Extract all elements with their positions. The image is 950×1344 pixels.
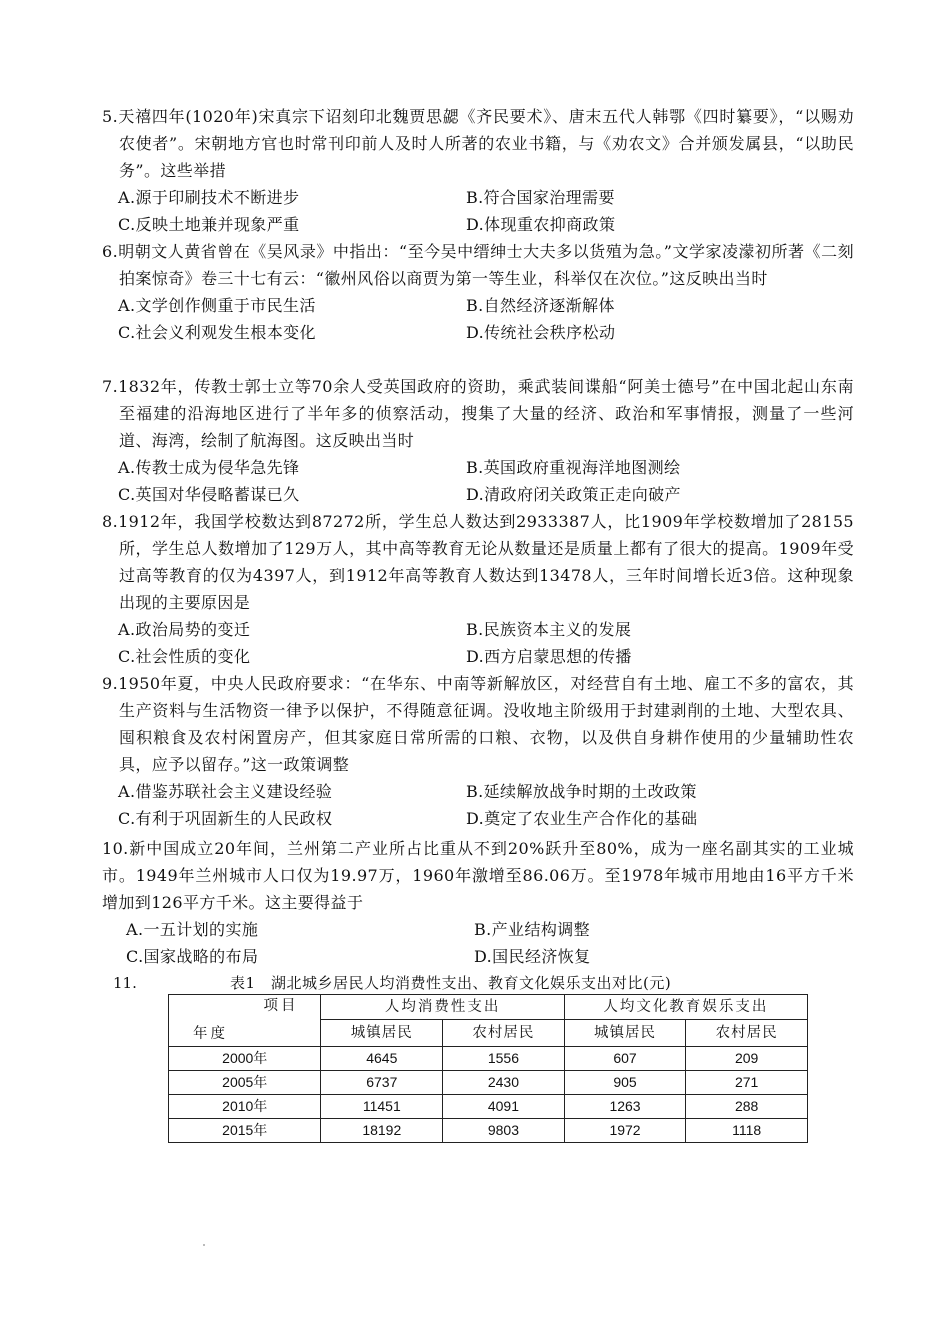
option-b[interactable]: B.符合国家治理需要 [466,188,615,207]
question-5 [102,103,854,238]
value-cell: 18192 [321,1119,443,1143]
value-cell: 209 [686,1047,808,1071]
value-cell: 1972 [564,1119,686,1143]
option-d[interactable]: D.奠定了农业生产合作化的基础 [466,809,698,828]
question-stem: 1832年，传教士郭士立等70余人受英国政府的资助，乘武装间谍船“阿美士德号”在中国北起山东南至福建的沿海地区进行了半年多的侦察活动，搜集了大量的经济、政治和军事情报，测量了一些河道、海湾，绘制了航海图。这反映出当时 [118,377,854,450]
value-cell: 1263 [564,1095,686,1119]
question-number: 7. [102,377,119,396]
table-row [169,1095,808,1119]
option-a[interactable]: A.传教士成为侵华急先锋 [118,458,300,477]
question-stem: 1912年，我国学校数达到87272所，学生总人数达到2933387人，比1909年学校数增加了28155所，学生总人数增加了129万人，其中高等教育无论从数量还是质量上都有了很大的提高。1909年受过高等教育的仅为4397人，到1912年高等教育人数达到13478人，三年时间增长近3倍。这种现象出现的主要原因是 [118,512,854,612]
question-9 [102,670,854,832]
table-header-row [169,995,808,1020]
corner-year-label: 年度 [193,1026,228,1042]
question-stem: 1950年夏，中央人民政府要求：“在华东、中南等新解放区，对经营自有土地、雇工不多的富农，其生产资料与生活物资一律予以保护，不得随意征调。没收地主阶级用于封建剥削的土地、大型农具、囤积粮食及农村闲置房产，但其家庭日常所需的口粮、衣物，以及供自身耕作使用的少量辅助性农具，应予以留存。”这一政策调整 [118,674,854,774]
option-d[interactable]: D.传统社会秩序松动 [466,323,616,342]
option-a[interactable]: A.借鉴苏联社会主义建设经验 [118,782,333,801]
group-header-culture-education: 人均文化教育娱乐支出 [564,995,807,1020]
value-cell: 607 [564,1047,686,1071]
question-11 [102,972,822,1138]
year-cell: 2015年 [169,1119,321,1143]
value-cell: 4645 [321,1047,443,1071]
question-number: 11. [113,974,137,992]
option-a[interactable]: A.文学创作侧重于市民生活 [118,296,316,315]
option-d[interactable]: D.体现重农抑商政策 [466,215,616,234]
question-number: 5. [102,107,119,126]
option-a[interactable]: A.一五计划的实施 [126,920,259,939]
year-cell: 2000年 [169,1047,321,1071]
value-cell: 11451 [321,1095,443,1119]
value-cell: 2430 [443,1071,565,1095]
option-c[interactable]: C.国家战略的布局 [126,947,259,966]
subheader-rural: 农村居民 [443,1020,565,1047]
question-number: 10. [102,839,129,858]
value-cell: 905 [564,1071,686,1095]
value-cell: 6737 [321,1071,443,1095]
option-b[interactable]: B.产业结构调整 [474,920,591,939]
value-cell: 4091 [443,1095,565,1119]
option-a[interactable]: A.政治局势的变迁 [118,620,251,639]
value-cell: 9803 [443,1119,565,1143]
option-a[interactable]: A.源于印刷技术不断进步 [118,188,300,207]
option-b[interactable]: B.民族资本主义的发展 [466,620,632,639]
options [102,454,854,508]
option-d[interactable]: D.清政府闭关政策正走向破产 [466,485,681,504]
data-table [168,994,808,1143]
table-corner-cell [169,995,321,1047]
question-6 [102,238,854,346]
question-number: 8. [102,512,119,531]
options [102,184,854,238]
question-7 [102,373,854,508]
corner-item-label: 项目 [263,998,299,1014]
option-c[interactable]: C.社会义利观发生根本变化 [118,323,316,342]
options [102,916,854,970]
question-stem: 天禧四年(1020年)宋真宗下诏刻印北魏贾思勰《齐民要术》、唐末五代人韩鄂《四时纂要》，“以赐劝农使者”。宋朝地方官也时常刊印前人及时人所著的农业书籍，与《劝农文》合并颁发属县，“以助民务”。这些举措 [118,107,854,180]
table-row [169,1119,808,1143]
value-cell: 1556 [443,1047,565,1071]
table-row [169,1047,808,1071]
options [102,616,854,670]
year-cell: 2010年 [169,1095,321,1119]
option-c[interactable]: C.有利于巩固新生的人民政权 [118,809,333,828]
option-c[interactable]: C.社会性质的变化 [118,647,251,666]
year-cell: 2005年 [169,1071,321,1095]
option-b[interactable]: B.自然经济逐渐解体 [466,296,615,315]
option-d[interactable]: D.西方启蒙思想的传播 [466,647,632,666]
option-b[interactable]: B.英国政府重视海洋地图测绘 [466,458,681,477]
options [102,778,854,832]
option-c[interactable]: C.英国对华侵略蓄谋已久 [118,485,300,504]
option-d[interactable]: D.国民经济恢复 [474,947,591,966]
value-cell: 288 [686,1095,808,1119]
table-caption: 表1 湖北城乡居民人均消费性支出、教育文化娱乐支出对比(元) [230,974,672,992]
scan-speck [203,1244,205,1246]
value-cell: 1118 [686,1119,808,1143]
question-stem: 新中国成立20年间，兰州第二产业所占比重从不到20%跃升至80%，成为一座名副其实的工业城市。1949年兰州城市人口仅为19.97万，1960年激增至86.06万。至1978年城市用地由16平方千米增加到126平方千米。这主要得益于 [102,839,854,912]
question-number: 6. [102,242,119,261]
question-stem: 明朝文人黄省曾在《吴风录》中指出：“至今吴中缙绅士大夫多以货殖为急。”文学家凌濛初所著《二刻拍案惊奇》卷三十七有云：“徽州风俗以商贾为第一等生业，科举仅在次位。”这反映出当时 [118,242,854,288]
subheader-rural: 农村居民 [686,1020,808,1047]
table-row [169,1071,808,1095]
subheader-urban: 城镇居民 [564,1020,686,1047]
question-8 [102,508,854,670]
question-number: 9. [102,674,119,693]
option-c[interactable]: C.反映土地兼并现象严重 [118,215,300,234]
question-10 [102,835,854,970]
option-b[interactable]: B.延续解放战争时期的土改政策 [466,782,697,801]
value-cell: 271 [686,1071,808,1095]
subheader-urban: 城镇居民 [321,1020,443,1047]
options [102,292,854,346]
group-header-consumption: 人均消费性支出 [321,995,564,1020]
